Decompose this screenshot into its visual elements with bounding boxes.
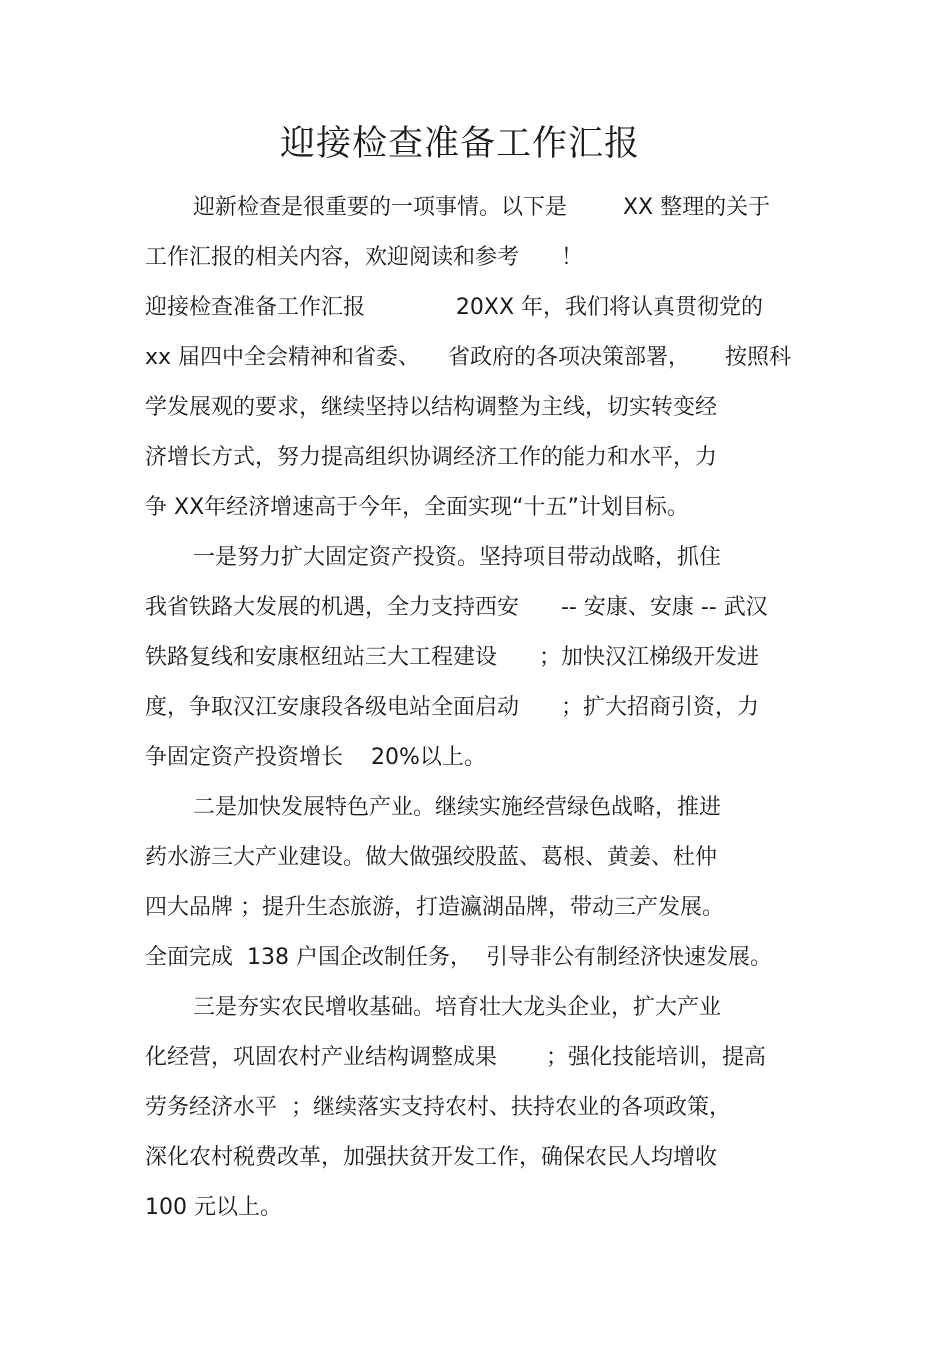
text-line: 铁路复线和安康枢纽站三大工程建设 ；加快汉江梯级开发进 <box>145 645 759 670</box>
text-line: 化经营，巩固农村产业结构调整成果 ；强化技能培训，提高 <box>145 1045 766 1070</box>
text-line: 迎新检查是很重要的一项事情。以下是 XX 整理的关于 <box>193 195 771 220</box>
text-line: 争固定资产投资增长 20%以上。 <box>145 745 486 770</box>
text-line: 争 XX年经济增速高于今年，全面实现“十五”计划目标。 <box>145 495 689 520</box>
text-line: 全面完成 138 户国企改制任务， 引导非公有制经济快速发展。 <box>145 945 772 970</box>
text-line: 一是努力扩大固定资产投资。坚持项目带动战略，抓住 <box>193 545 722 570</box>
text-line: xx 届四中全会精神和省委、 省政府的各项决策部署， 按照科 <box>145 345 791 370</box>
text-line: 济增长方式，努力提高组织协调经济工作的能力和水平，力 <box>145 445 718 470</box>
text-line: 我省铁路大发展的机遇，全力支持西安 -- 安康、安康 -- 武汉 <box>145 595 768 620</box>
text-line: 学发展观的要求，继续坚持以结构调整为主线，切实转变经 <box>145 395 718 420</box>
text-line: 迎接检查准备工作汇报 20XX 年，我们将认真贯彻党的 <box>145 295 764 320</box>
text-line: 三是夯实农民增收基础。培育壮大龙头企业，扩大产业 <box>193 995 722 1020</box>
text-line: 度，争取汉江安康段各级电站全面启动 ；扩大招商引资，力 <box>145 695 759 720</box>
text-line: 工作汇报的相关内容，欢迎阅读和参考 ！ <box>145 245 583 270</box>
text-line: 二是加快发展特色产业。继续实施经营绿色战略，推进 <box>193 795 722 820</box>
text-line: 药水游三大产业建设。做大做强绞股蓝、葛根、黄姜、杜仲 <box>145 845 718 870</box>
text-line: 四大品牌 ；提升生态旅游，打造瀛湖品牌，带动三产发展。 <box>145 895 724 920</box>
page-title: 迎接检查准备工作汇报 <box>279 124 640 164</box>
text-line: 劳务经济水平 ；继续落实支持农村、扶持农业的各项政策， <box>145 1095 731 1120</box>
text-line: 100 元以上。 <box>145 1195 282 1220</box>
text-line: 深化农村税费改革，加强扶贫开发工作，确保农民人均增收 <box>145 1145 718 1170</box>
